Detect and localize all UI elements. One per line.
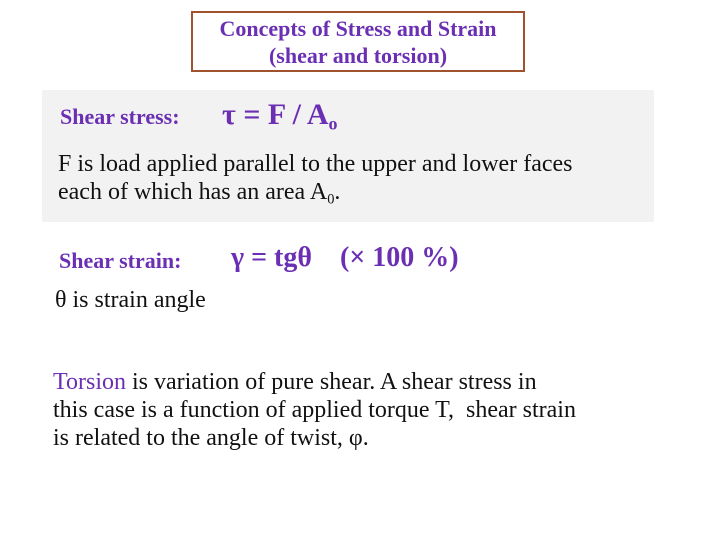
torsion-description [53, 368, 576, 452]
torsion-term: Torsion [53, 369, 126, 395]
shear-stress-label: Shear stress: [60, 104, 180, 129]
shear-strain-formula: γ = tgθ (× 100 %) [231, 242, 459, 273]
shear-stress-panel [42, 90, 654, 222]
shear-stress-description-line2: each of which has an area $A_0$. [58, 179, 341, 208]
slide-title: Concepts of Stress and Strain [219, 16, 497, 41]
torsion-line1: Torsion is variation of pure shear. A shear stress in [53, 369, 537, 395]
slide-title-box [191, 11, 525, 72]
strain-angle-text: θ is strain angle [55, 287, 206, 313]
area-subscript: 0 [327, 191, 335, 208]
shear-strain-panel [47, 236, 621, 316]
shear-stress-formula-main: τ = F / A [222, 98, 329, 131]
slide-subtitle: (shear and torsion) [268, 43, 448, 68]
shear-stress-description [58, 150, 573, 206]
torsion-line3: is related to the angle of twist, φ. [53, 425, 369, 451]
torsion-panel [47, 364, 636, 460]
torsion-line2: this case is a function of applied torque T, shear strain [53, 397, 576, 423]
shear-stress-formula-subscript: o [328, 113, 338, 134]
shear-stress-description-line1: F is load applied parallel to the upper and lower faces [58, 151, 573, 177]
shear-stress-formula [222, 98, 337, 132]
shear-strain-label: Shear strain: [59, 248, 182, 273]
